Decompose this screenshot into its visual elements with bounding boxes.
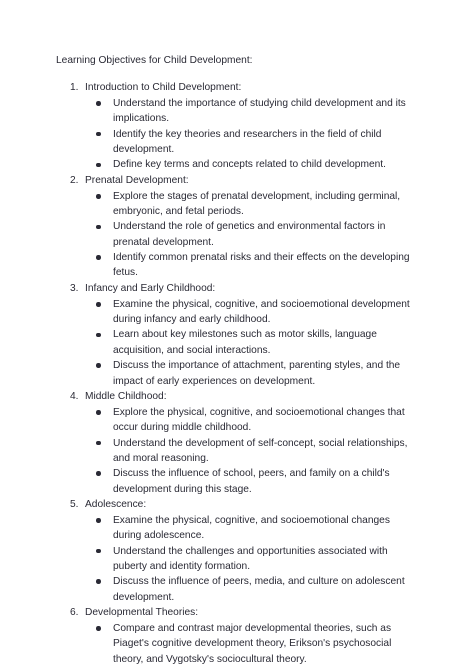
section-number: 4. bbox=[70, 390, 79, 402]
section-item bbox=[0, 80, 474, 173]
bullet-text: Compare and contrast major developmental theories, such as Piaget's cognitive development theory, Erikson's psychosocial theory, and Vygotsky's sociocultural theory. bbox=[113, 622, 392, 665]
bullet-list bbox=[0, 189, 474, 281]
section-number: 1. bbox=[70, 82, 79, 93]
bullet-dot-icon bbox=[96, 255, 101, 260]
section-item bbox=[0, 281, 474, 389]
section-item bbox=[0, 605, 474, 667]
bullet-dot-icon bbox=[96, 549, 101, 554]
bullet-dot-icon bbox=[96, 163, 101, 168]
bullet-item bbox=[0, 544, 474, 575]
bullet-text: Examine the physical, cognitive, and socioemotional development during infancy and early childhood. bbox=[113, 298, 410, 326]
bullet-dot-icon bbox=[96, 441, 101, 446]
bullet-dot-icon bbox=[96, 471, 101, 476]
bullet-text: Understand the role of genetics and environmental factors in prenatal development. bbox=[113, 221, 386, 248]
bullet-dot-icon bbox=[96, 518, 101, 523]
section-heading bbox=[0, 281, 474, 297]
section-heading bbox=[0, 497, 474, 513]
bullet-item bbox=[0, 127, 474, 158]
bullet-item bbox=[0, 358, 474, 389]
bullet-dot-icon bbox=[96, 410, 101, 415]
bullet-dot-icon bbox=[96, 333, 101, 338]
bullet-text: Learn about key milestones such as motor skills, language acquisition, and social interactions. bbox=[113, 329, 377, 356]
section-heading bbox=[0, 80, 474, 96]
section-title: Prenatal Development: bbox=[85, 174, 189, 186]
bullet-item bbox=[0, 574, 474, 605]
bullet-dot-icon bbox=[96, 579, 101, 584]
bullet-list bbox=[0, 297, 474, 389]
section-item bbox=[0, 389, 474, 497]
bullet-item bbox=[0, 405, 474, 436]
bullet-item bbox=[0, 327, 474, 358]
objectives-list bbox=[0, 80, 474, 667]
section-title: Developmental Theories: bbox=[85, 606, 199, 618]
bullet-item bbox=[0, 466, 474, 497]
section-item bbox=[0, 173, 474, 281]
bullet-text: Discuss the influence of school, peers, and family on a child's development during this stage. bbox=[113, 468, 390, 495]
bullet-dot-icon bbox=[96, 225, 101, 230]
bullet-text: Understand the importance of studying child development and its implications. bbox=[113, 98, 406, 125]
bullet-text: Discuss the influence of peers, media, and culture on adolescent development. bbox=[113, 576, 405, 603]
bullet-list bbox=[0, 96, 474, 173]
bullet-text: Understand the challenges and opportunities associated with puberty and identity formation. bbox=[113, 545, 388, 572]
bullet-item bbox=[0, 250, 474, 281]
section-title: Introduction to Child Development: bbox=[85, 82, 242, 93]
bullet-text: Identify the key theories and researchers in the field of child development. bbox=[113, 128, 382, 156]
bullet-item bbox=[0, 219, 474, 250]
bullet-text: Examine the physical, cognitive, and socioemotional changes during adolescence. bbox=[113, 514, 390, 542]
bullet-item bbox=[0, 513, 474, 544]
bullet-text: Define key terms and concepts related to child development. bbox=[113, 159, 386, 171]
section-item bbox=[0, 497, 474, 605]
section-number: 6. bbox=[70, 606, 79, 618]
bullet-list bbox=[0, 621, 474, 667]
section-heading bbox=[0, 173, 474, 189]
bullet-text: Discuss the importance of attachment, parenting styles, and the impact of early experiences on development. bbox=[113, 360, 401, 387]
bullet-item bbox=[0, 96, 474, 127]
bullet-dot-icon bbox=[96, 626, 101, 631]
bullet-item bbox=[0, 436, 474, 467]
section-title: Infancy and Early Childhood: bbox=[85, 282, 216, 294]
bullet-dot-icon bbox=[96, 101, 101, 106]
section-number: 3. bbox=[70, 282, 79, 294]
bullet-item bbox=[0, 297, 474, 328]
bullet-item bbox=[0, 189, 474, 220]
section-number: 2. bbox=[70, 174, 79, 186]
bullet-text: Understand the development of self-concept, social relationships, and moral reasoning. bbox=[113, 437, 408, 464]
document-title: Learning Objectives for Child Development: bbox=[56, 55, 253, 66]
bullet-text: Explore the physical, cognitive, and socioemotional changes that occur during middle childhood. bbox=[113, 406, 405, 434]
bullet-dot-icon bbox=[96, 302, 101, 307]
section-heading bbox=[0, 389, 474, 405]
section-title: Adolescence: bbox=[85, 498, 147, 510]
bullet-item bbox=[0, 157, 474, 172]
bullet-text: Explore the stages of prenatal development, including germinal, embryonic, and fetal periods. bbox=[113, 190, 401, 218]
bullet-dot-icon bbox=[96, 363, 101, 368]
section-title: Middle Childhood: bbox=[85, 390, 167, 402]
bullet-item bbox=[0, 621, 474, 667]
bullet-list bbox=[0, 405, 474, 497]
bullet-list bbox=[0, 513, 474, 605]
bullet-text: Identify common prenatal risks and their effects on the developing fetus. bbox=[113, 252, 410, 279]
bullet-dot-icon bbox=[96, 132, 101, 137]
bullet-dot-icon bbox=[96, 194, 101, 199]
section-number: 5. bbox=[70, 498, 79, 510]
